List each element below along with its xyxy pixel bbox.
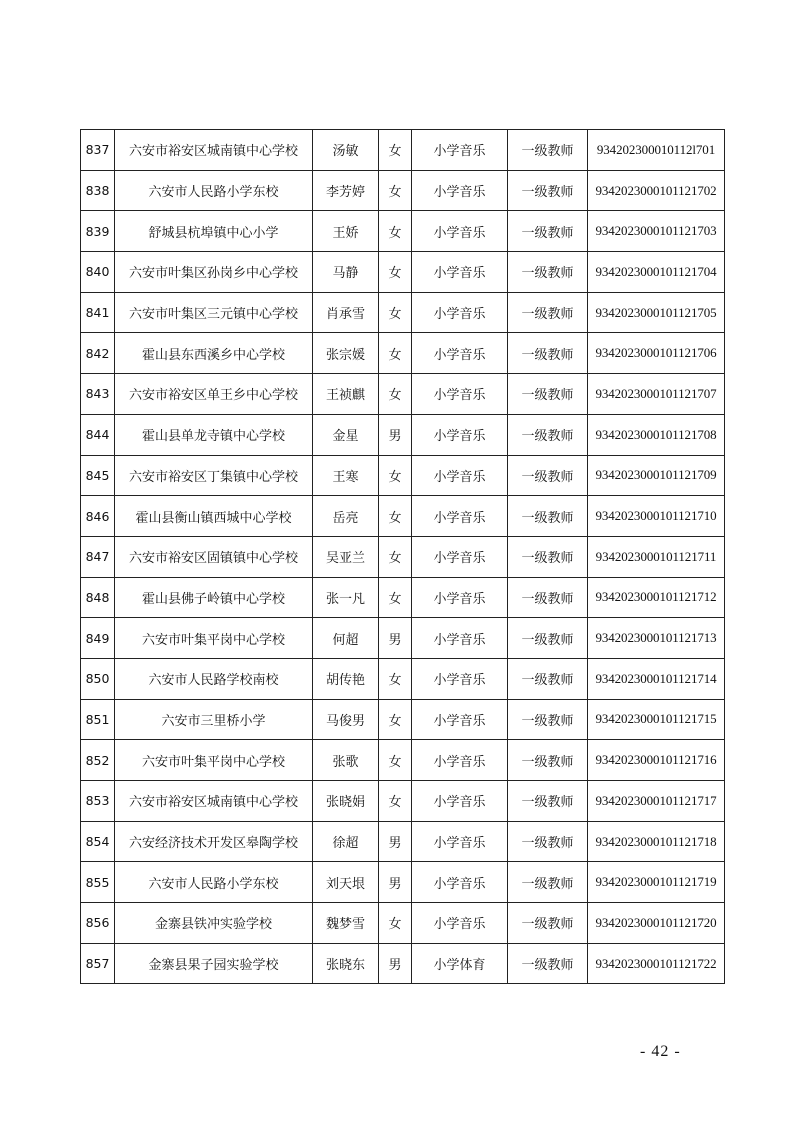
subject-cell: 小学音乐 (412, 577, 508, 618)
gender-cell: 女 (379, 577, 412, 618)
certificate-number-cell: 934202300010112l701 (588, 130, 725, 171)
row-number-cell: 847 (81, 536, 115, 577)
table-row (81, 740, 725, 781)
gender-cell: 女 (379, 455, 412, 496)
row-number-cell: 856 (81, 903, 115, 944)
teacher-name-cell: 何超 (313, 618, 379, 659)
job-title-cell: 一级教师 (508, 821, 588, 862)
subject-cell: 小学音乐 (412, 781, 508, 822)
row-number-cell: 857 (81, 943, 115, 984)
gender-cell: 女 (379, 740, 412, 781)
gender-cell: 女 (379, 333, 412, 374)
row-number-cell: 852 (81, 740, 115, 781)
job-title-cell: 一级教师 (508, 211, 588, 252)
job-title-cell: 一级教师 (508, 943, 588, 984)
school-name-cell: 六安市裕安区丁集镇中心学校 (115, 455, 313, 496)
school-name-cell: 六安市人民路小学东校 (115, 170, 313, 211)
school-name-cell: 六安市叶集平岗中心学校 (115, 618, 313, 659)
teacher-name-cell: 王祯麒 (313, 374, 379, 415)
teacher-name-cell: 王娇 (313, 211, 379, 252)
row-number-cell: 845 (81, 455, 115, 496)
table-row (81, 658, 725, 699)
subject-cell: 小学音乐 (412, 658, 508, 699)
subject-cell: 小学音乐 (412, 170, 508, 211)
job-title-cell: 一级教师 (508, 455, 588, 496)
job-title-cell: 一级教师 (508, 903, 588, 944)
row-number-cell: 839 (81, 211, 115, 252)
table-row (81, 414, 725, 455)
gender-cell: 女 (379, 292, 412, 333)
school-name-cell: 霍山县东西溪乡中心学校 (115, 333, 313, 374)
table-row (81, 862, 725, 903)
table-row (81, 170, 725, 211)
certificate-number-cell: 9342023000101121722 (588, 943, 725, 984)
school-name-cell: 霍山县佛子岭镇中心学校 (115, 577, 313, 618)
teacher-name-cell: 马俊男 (313, 699, 379, 740)
subject-cell: 小学音乐 (412, 455, 508, 496)
teacher-name-cell: 徐超 (313, 821, 379, 862)
teacher-name-cell: 胡传艳 (313, 658, 379, 699)
job-title-cell: 一级教师 (508, 781, 588, 822)
teacher-name-cell: 吴亚兰 (313, 536, 379, 577)
subject-cell: 小学音乐 (412, 211, 508, 252)
row-number-cell: 837 (81, 130, 115, 171)
school-name-cell: 六安市叶集区三元镇中心学校 (115, 292, 313, 333)
school-name-cell: 六安市人民路小学东校 (115, 862, 313, 903)
row-number-cell: 849 (81, 618, 115, 659)
certificate-number-cell: 9342023000101121718 (588, 821, 725, 862)
table-row (81, 903, 725, 944)
gender-cell: 男 (379, 862, 412, 903)
gender-cell: 女 (379, 903, 412, 944)
job-title-cell: 一级教师 (508, 658, 588, 699)
subject-cell: 小学音乐 (412, 252, 508, 293)
gender-cell: 女 (379, 170, 412, 211)
school-name-cell: 霍山县衡山镇西城中心学校 (115, 496, 313, 537)
row-number-cell: 842 (81, 333, 115, 374)
table-row (81, 821, 725, 862)
gender-cell: 男 (379, 414, 412, 455)
school-name-cell: 六安市三里桥小学 (115, 699, 313, 740)
certificate-number-cell: 9342023000101121715 (588, 699, 725, 740)
subject-cell: 小学音乐 (412, 374, 508, 415)
subject-cell: 小学音乐 (412, 333, 508, 374)
table-row (81, 130, 725, 171)
certificate-number-cell: 9342023000101121710 (588, 496, 725, 537)
school-name-cell: 金寨县铁冲实验学校 (115, 903, 313, 944)
job-title-cell: 一级教师 (508, 414, 588, 455)
job-title-cell: 一级教师 (508, 292, 588, 333)
certificate-number-cell: 9342023000101121704 (588, 252, 725, 293)
school-name-cell: 六安市裕安区城南镇中心学校 (115, 781, 313, 822)
school-name-cell: 金寨县果子园实验学校 (115, 943, 313, 984)
certificate-number-cell: 9342023000101121707 (588, 374, 725, 415)
row-number-cell: 855 (81, 862, 115, 903)
row-number-cell: 843 (81, 374, 115, 415)
row-number-cell: 840 (81, 252, 115, 293)
row-number-cell: 844 (81, 414, 115, 455)
job-title-cell: 一级教师 (508, 740, 588, 781)
gender-cell: 男 (379, 821, 412, 862)
gender-cell: 男 (379, 943, 412, 984)
subject-cell: 小学音乐 (412, 414, 508, 455)
table-row (81, 374, 725, 415)
certificate-number-cell: 9342023000101121716 (588, 740, 725, 781)
subject-cell: 小学音乐 (412, 536, 508, 577)
gender-cell: 女 (379, 211, 412, 252)
teacher-roster-table (80, 129, 725, 984)
table-row (81, 618, 725, 659)
subject-cell: 小学音乐 (412, 903, 508, 944)
teacher-name-cell: 肖承雪 (313, 292, 379, 333)
table-row (81, 943, 725, 984)
job-title-cell: 一级教师 (508, 252, 588, 293)
table-row (81, 252, 725, 293)
subject-cell: 小学体育 (412, 943, 508, 984)
certificate-number-cell: 9342023000101121717 (588, 781, 725, 822)
subject-cell: 小学音乐 (412, 496, 508, 537)
certificate-number-cell: 9342023000101121720 (588, 903, 725, 944)
table-row (81, 577, 725, 618)
subject-cell: 小学音乐 (412, 821, 508, 862)
certificate-number-cell: 9342023000101121705 (588, 292, 725, 333)
row-number-cell: 846 (81, 496, 115, 537)
school-name-cell: 六安市叶集区孙岗乡中心学校 (115, 252, 313, 293)
job-title-cell: 一级教师 (508, 333, 588, 374)
row-number-cell: 850 (81, 658, 115, 699)
school-name-cell: 六安市人民路学校南校 (115, 658, 313, 699)
subject-cell: 小学音乐 (412, 699, 508, 740)
gender-cell: 女 (379, 130, 412, 171)
certificate-number-cell: 9342023000101121708 (588, 414, 725, 455)
teacher-name-cell: 魏梦雪 (313, 903, 379, 944)
teacher-name-cell: 张晓东 (313, 943, 379, 984)
teacher-name-cell: 王寒 (313, 455, 379, 496)
table-body (81, 130, 725, 984)
table-row (81, 292, 725, 333)
subject-cell: 小学音乐 (412, 862, 508, 903)
row-number-cell: 841 (81, 292, 115, 333)
school-name-cell: 六安经济技术开发区皋陶学校 (115, 821, 313, 862)
job-title-cell: 一级教师 (508, 496, 588, 537)
row-number-cell: 838 (81, 170, 115, 211)
teacher-name-cell: 张歌 (313, 740, 379, 781)
gender-cell: 男 (379, 618, 412, 659)
certificate-number-cell: 9342023000101121706 (588, 333, 725, 374)
row-number-cell: 854 (81, 821, 115, 862)
subject-cell: 小学音乐 (412, 740, 508, 781)
job-title-cell: 一级教师 (508, 374, 588, 415)
table-row (81, 699, 725, 740)
school-name-cell: 六安市裕安区固镇镇中心学校 (115, 536, 313, 577)
row-number-cell: 851 (81, 699, 115, 740)
table-row (81, 536, 725, 577)
certificate-number-cell: 9342023000101121702 (588, 170, 725, 211)
gender-cell: 女 (379, 374, 412, 415)
teacher-name-cell: 马静 (313, 252, 379, 293)
job-title-cell: 一级教师 (508, 618, 588, 659)
page-number: - 42 - (640, 1043, 681, 1060)
teacher-name-cell: 刘天垠 (313, 862, 379, 903)
job-title-cell: 一级教师 (508, 130, 588, 171)
school-name-cell: 六安市叶集平岗中心学校 (115, 740, 313, 781)
table-row (81, 781, 725, 822)
subject-cell: 小学音乐 (412, 292, 508, 333)
certificate-number-cell: 9342023000101121709 (588, 455, 725, 496)
teacher-name-cell: 岳亮 (313, 496, 379, 537)
certificate-number-cell: 9342023000101121712 (588, 577, 725, 618)
school-name-cell: 霍山县单龙寺镇中心学校 (115, 414, 313, 455)
row-number-cell: 853 (81, 781, 115, 822)
subject-cell: 小学音乐 (412, 618, 508, 659)
certificate-number-cell: 9342023000101121719 (588, 862, 725, 903)
teacher-name-cell: 李芳婷 (313, 170, 379, 211)
gender-cell: 女 (379, 699, 412, 740)
teacher-name-cell: 金星 (313, 414, 379, 455)
school-name-cell: 六安市裕安区单王乡中心学校 (115, 374, 313, 415)
gender-cell: 女 (379, 252, 412, 293)
certificate-number-cell: 9342023000101121714 (588, 658, 725, 699)
gender-cell: 女 (379, 781, 412, 822)
certificate-number-cell: 9342023000101121713 (588, 618, 725, 659)
table-row (81, 455, 725, 496)
subject-cell: 小学音乐 (412, 130, 508, 171)
certificate-number-cell: 9342023000101121703 (588, 211, 725, 252)
teacher-name-cell: 张宗媛 (313, 333, 379, 374)
job-title-cell: 一级教师 (508, 536, 588, 577)
teacher-name-cell: 张晓娟 (313, 781, 379, 822)
gender-cell: 女 (379, 536, 412, 577)
row-number-cell: 848 (81, 577, 115, 618)
certificate-number-cell: 9342023000101121711 (588, 536, 725, 577)
table-row (81, 496, 725, 537)
job-title-cell: 一级教师 (508, 862, 588, 903)
teacher-name-cell: 张一凡 (313, 577, 379, 618)
gender-cell: 女 (379, 496, 412, 537)
school-name-cell: 舒城县杭埠镇中心小学 (115, 211, 313, 252)
school-name-cell: 六安市裕安区城南镇中心学校 (115, 130, 313, 171)
teacher-name-cell: 汤敏 (313, 130, 379, 171)
table-row (81, 333, 725, 374)
gender-cell: 女 (379, 658, 412, 699)
job-title-cell: 一级教师 (508, 170, 588, 211)
job-title-cell: 一级教师 (508, 699, 588, 740)
job-title-cell: 一级教师 (508, 577, 588, 618)
table-row (81, 211, 725, 252)
